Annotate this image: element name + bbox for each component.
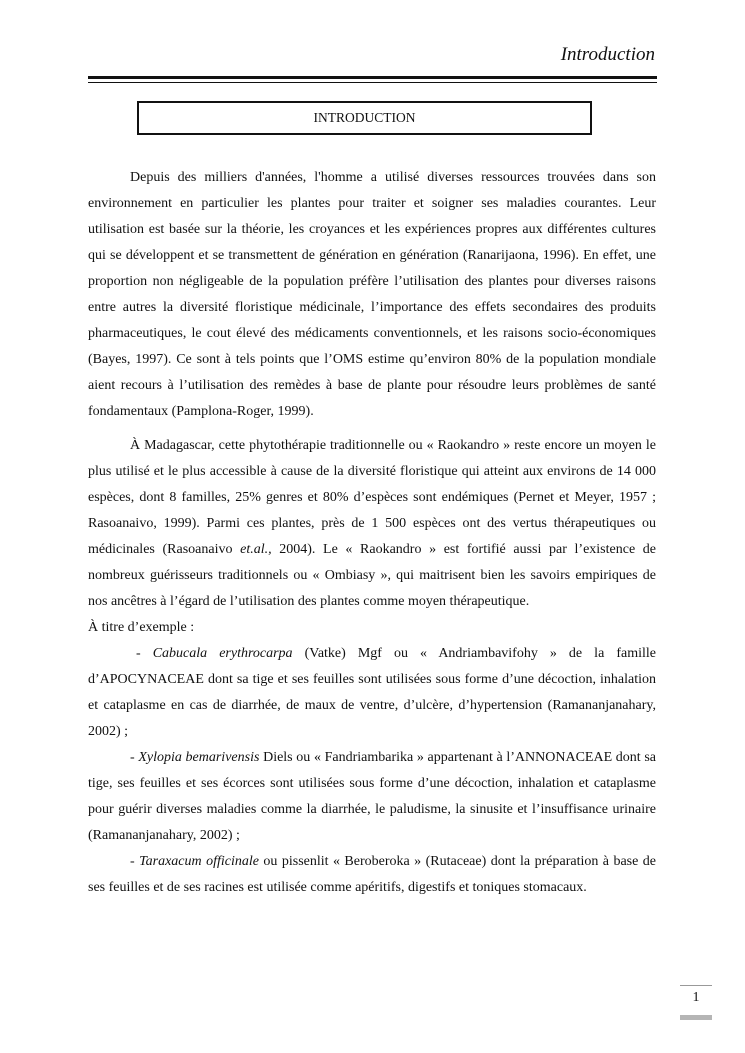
example-item: - Xylopia bemarivensis Diels ou « Fandriambarika » appartenant à l’ANNONACEAE dont sa tige, ses feuilles et ses écorces sont utilisées sous forme d’une décoction, inhalation et cataplasme pour guérir diverses maladies comme la diarrhée, le paludisme, la sinusite et l’insuffisance urinaire (Ramananjanahary, 2002) ; [88,750,657,843]
et-al: et.al., [240,542,272,557]
example-label: À titre d’exemple : [88,620,195,635]
species-name: Taraxacum officinale [139,854,259,869]
header-section-title: Introduction [560,44,655,65]
page-number-bar [680,1015,712,1020]
paragraph-2-text-end: 2004). Le « Raokandro » est fortifié aussi par l’existence de nombreux guérisseurs traditionnels ou « Ombiasy », qui maitrisent bien les savoirs empiriques de nos ancêtres à l’égard de l’utilisation des plantes comme moyen thérapeutique. [88,542,656,609]
example-item: - Taraxacum officinale ou pissenlit « Beroberoka » (Rutaceae) dont la préparation à base de ses feuilles et de ses racines est utilisée comme apéritifs, digestifs et toniques stomacaux. [88,854,656,895]
example-item: - Cabucala erythrocarpa (Vatke) Mgf ou « Andriambavifohy » de la famille d’APOCYNACEAE dont sa tige et ses feuilles sont utilisées sous forme d’une décoction, inhalation et cataplasme en cas de diarrhée, de maux de ventre, d’ulcère, d’hypertension (Ramananjanahary, 2002) ; [88,646,656,739]
page-number: 1 [692,990,700,1005]
header-rule-thin [88,82,657,83]
species-name: Cabucala erythrocarpa [152,646,293,661]
header-rule-thick [88,76,657,79]
paragraph-1: Depuis des milliers d'années, l'homme a utilisé diverses ressources trouvées dans son environnement en particulier les plantes pour traiter et soigner ses maladies courantes. Leur utilisation est basée sur la théorie, les croyances et les expériences propres aux différentes cultures qui se développent et se transmettent de génération en génération (Ranarijaona, 1996). En effet, une proportion non négligeable de la population préfère l’utilisation des plantes pour diverses raisons entre autres la diversité floristique médicinale, l’importance des effets secondaires des produits pharmaceutiques, le cout élevé des médicaments conventionnels, et les raisons socio-économiques (Bayes, 1997). Ce sont à tels points que l’OMS estime qu’environ 80% de la population mondiale aient recours à l’utilisation des remèdes à base de plante pour résoudre leurs problèmes de santé fondamentaux (Pamplona-Roger, 1999). [88,170,656,419]
species-name: Xylopia bemarivensis [138,750,260,765]
page-number-rule [680,985,712,986]
chapter-heading: INTRODUCTION [313,110,416,125]
paragraph-2 [88,433,656,615]
body-text [88,165,656,901]
paragraph-2-text: À Madagascar, cette phytothérapie traditionnelle ou « Raokandro » reste encore un moyen le plus utilisé et le plus accessible à cause de la diversité floristique qui atteint aux environs de 14 000 espèces, dont 8 familles, 25% genres et 80% d’espèces sont endémiques (Pernet et Meyer, 1957 ; Rasoanaivo, 1999). Parmi ces plantes, près de 1 500 espèces ont des vertus thérapeutiques ou médicinales (Rasoanaivo [88,438,656,557]
chapter-heading-box [137,101,592,135]
